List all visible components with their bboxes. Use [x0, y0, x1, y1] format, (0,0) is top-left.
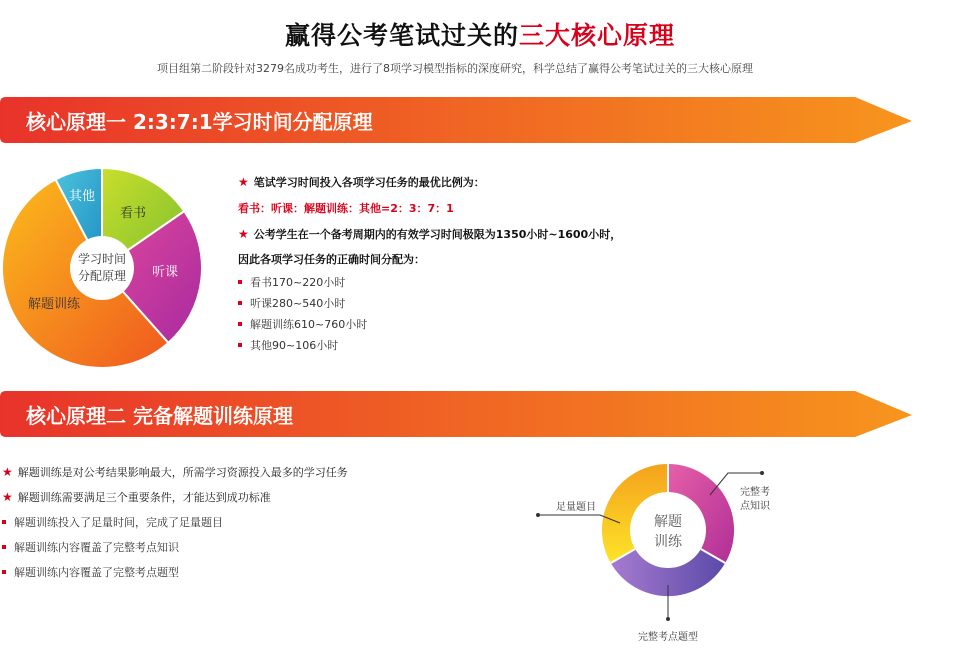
pie-label-lectures: 听课 [151, 265, 179, 280]
pie-label-practice: 解题训练 [27, 297, 81, 312]
section2-banner [0, 391, 912, 437]
bullet-square-icon [2, 520, 6, 524]
s1-bullet-1: 看书170~220小时 [238, 274, 345, 290]
star-icon: ★ [2, 490, 13, 504]
star-icon: ★ [2, 465, 13, 479]
bullet-square-icon [2, 545, 6, 549]
donut-label-knowledge-1: 完整考 [740, 487, 770, 498]
donut-label-knowledge-2: 点知识 [740, 501, 770, 512]
pie-center-line1: 学习时间 [77, 252, 127, 266]
section1-banner-title: 核心原理一 2:3:7:1学习时间分配原理 [26, 110, 373, 134]
bullet-square-icon [238, 343, 242, 347]
s1-line-4: 因此各项学习任务的正确时间分配为： [238, 253, 425, 266]
star-icon: ★ [238, 227, 249, 241]
section1-banner [0, 97, 912, 143]
donut-center-line2: 训练 [654, 534, 682, 550]
pie-label-other: 其他 [68, 189, 96, 204]
bullet-square-icon [238, 301, 242, 305]
section2-banner-title: 核心原理二 完备解题训练原理 [26, 404, 293, 428]
time-allocation-pie [0, 162, 210, 377]
s2-bullet-3: 解题训练内容覆盖了完整考点题型 [2, 564, 179, 580]
practice-donut-diagram [530, 455, 790, 655]
donut-label-question-types: 完整考点题型 [638, 632, 698, 643]
bullet-square-icon [238, 322, 242, 326]
star-icon: ★ [238, 175, 249, 189]
s1-bullet-3: 解题训练610~760小时 [238, 316, 367, 332]
donut-center-line1: 解题 [654, 514, 682, 530]
callout-dot-right [760, 471, 764, 475]
s2-bullet-1: 解题训练投入了足量时间，完成了足量题目 [2, 514, 223, 530]
callout-dot-left [536, 513, 540, 517]
s2-line-1: ★ 解题训练是对公考结果影响最大，所需学习资源投入最多的学习任务 [2, 465, 348, 479]
s1-line-2: 看书：听课：解题训练：其他=2：3：7：1 [238, 202, 454, 215]
callout-dot-bottom [666, 617, 670, 621]
bullet-square-icon [2, 570, 6, 574]
pie-center-hole [70, 236, 134, 300]
bullet-square-icon [238, 280, 242, 284]
page-subtitle: 项目组第二阶段针对3279名成功考生，进行了8项学习模型指标的深度研究，科学总结了赢得公考笔试过关的三大核心原理 [157, 62, 753, 75]
page-title [0, 16, 960, 52]
title-highlight: 三大核心原理 [519, 21, 676, 50]
s1-bullet-2: 听课280~540小时 [238, 295, 345, 311]
donut-label-quantity: 足量题目 [556, 502, 596, 513]
pie-label-reading: 看书 [119, 206, 147, 221]
pie-center-line2: 分配原理 [77, 269, 127, 283]
title-main: 赢得公考笔试过关的 [284, 21, 519, 50]
s1-line-3: ★ 公考学生在一个备考周期内的有效学习时间极限为1350小时~1600小时， [238, 227, 622, 241]
s1-bullet-4: 其他90~106小时 [238, 337, 338, 353]
s2-line-2: ★ 解题训练需要满足三个重要条件，才能达到成功标准 [2, 490, 271, 504]
s2-bullet-2: 解题训练内容覆盖了完整考点知识 [2, 539, 179, 555]
s1-line-1: ★ 笔试学习时间投入各项学习任务的最优比例为： [238, 175, 485, 189]
